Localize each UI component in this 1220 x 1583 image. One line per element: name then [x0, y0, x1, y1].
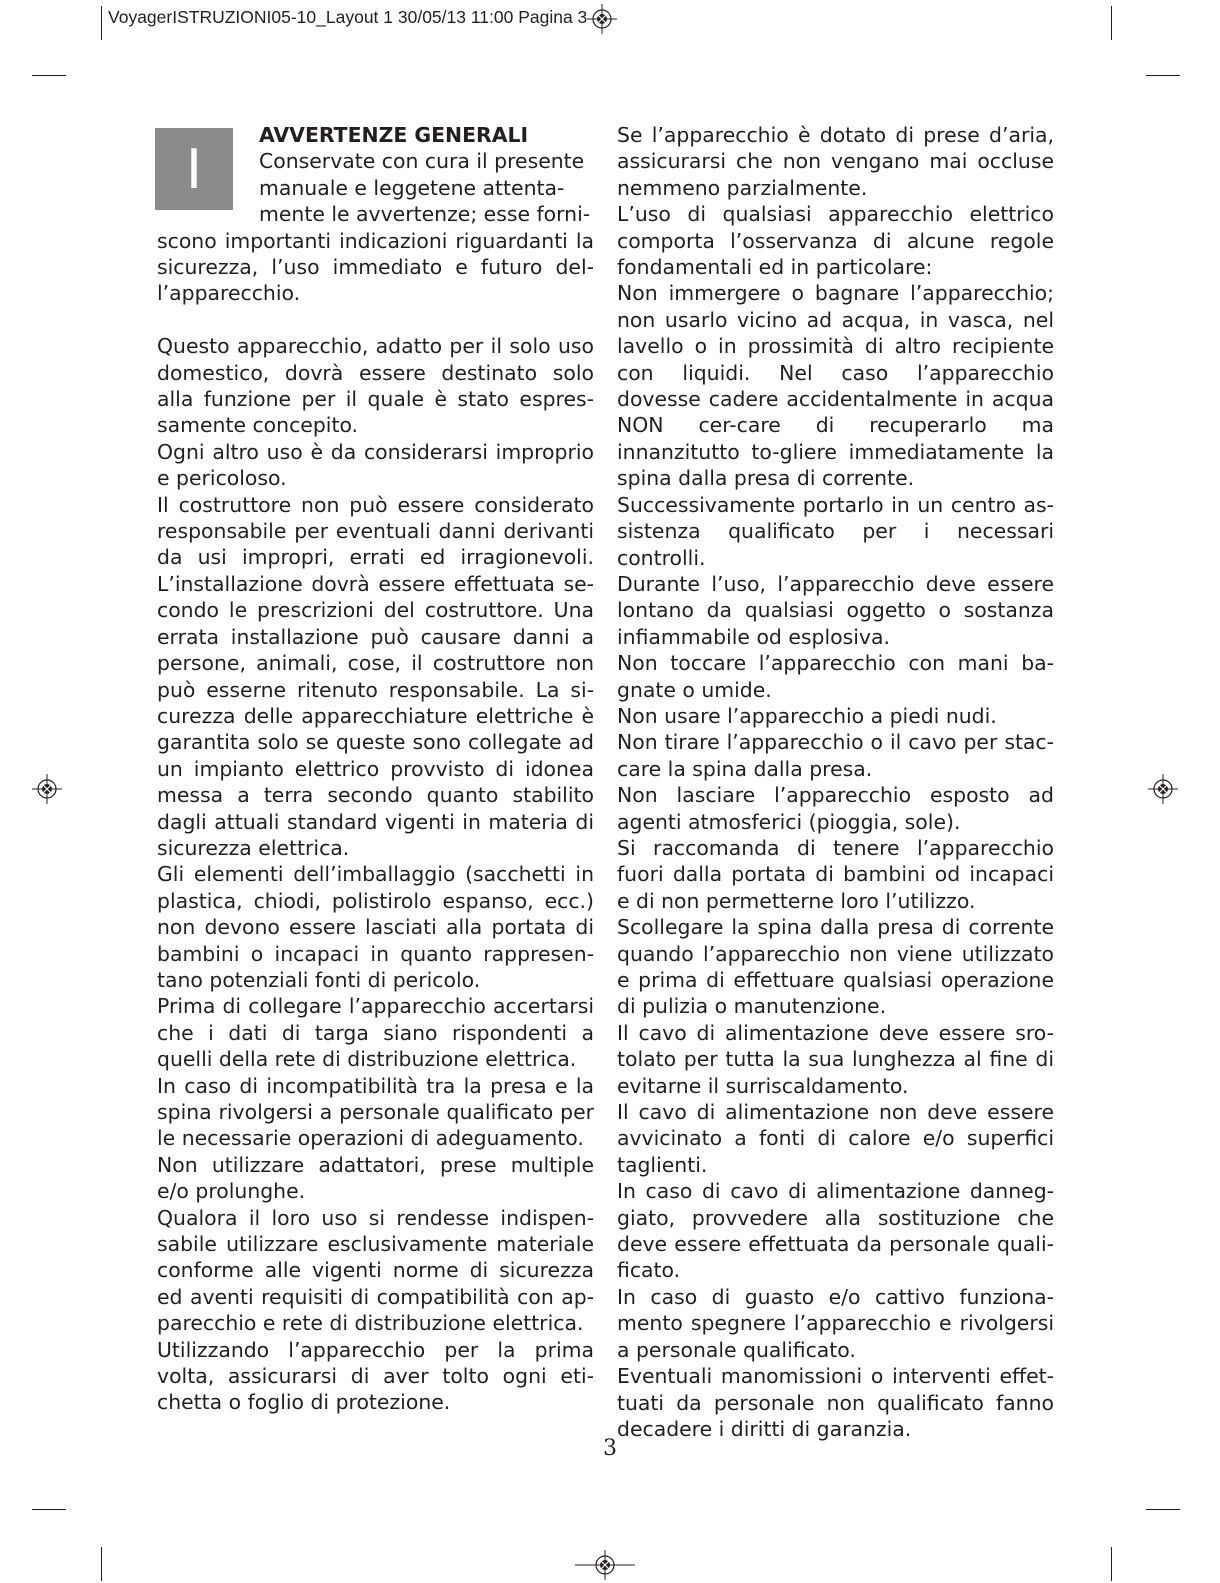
- page-number: 3: [603, 1436, 617, 1461]
- paragraph: Il costruttore non può essere considerato responsabile per eventuali danni derivanti da usi impropri, errati ed irragionevoli. L’installazione dovrà essere effettuata se-condo le prescrizioni del costruttore. Una errata installazione può causare danni a persone, animali, cose, il costruttore non può esserne ritenuto responsabile. La si-curezza delle apparecchiature elettriche è garantita solo se queste sono collegate ad un impianto elettrico provvisto di idonea messa a terra secondo quanto stabilito dagli attuali standard vigenti in materia di sicurezza elettrica.: [157, 492, 594, 860]
- paragraph: In caso di cavo di alimentazione danneg-giato, provvedere alla sostituzione che deve essere effettuata da personale quali-ficato.: [617, 1179, 1054, 1283]
- paragraph: In caso di incompatibilità tra la presa e la spina rivolgersi a personale qualificato per le necessarie operazioni di adeguamento.: [157, 1073, 594, 1151]
- crop-mark: [1146, 75, 1180, 76]
- paragraph-spacer: [157, 307, 594, 333]
- intro-line: mente le avvertenze; esse forni-: [259, 202, 591, 227]
- crop-mark: [101, 1547, 102, 1581]
- right-column: [617, 122, 1054, 1442]
- crop-mark: [101, 6, 102, 40]
- paragraph: Questo apparecchio, adatto per il solo uso domestico, dovrà essere destinato solo alla funzione per il quale è stato espres-samente concepito.: [157, 334, 594, 438]
- paragraph: Eventuali manomissioni o interventi effet-tuati da personale non qualificato fanno decadere i diritti di garanzia.: [617, 1364, 1054, 1441]
- registration-mark-icon: [587, 4, 617, 34]
- intro-line: Conservate con cura il presente: [259, 149, 585, 174]
- paragraph: Il cavo di alimentazione non deve essere avvicinato a fonti di calore e/o superfici taglienti.: [617, 1100, 1054, 1177]
- print-slug: VoyagerISTRUZIONI05-10_Layout 1 30/05/13 11:00 Pagina 3: [108, 7, 588, 27]
- paragraph: Prima di collegare l’apparecchio accertarsi che i dati di targa siano rispondenti a quelli della rete di distribuzione elettrica.: [157, 994, 594, 1072]
- paragraph: Ogni altro uso è da considerarsi improprio e pericoloso.: [157, 439, 594, 491]
- crop-mark: [1111, 1547, 1112, 1581]
- language-tab: I: [155, 128, 233, 210]
- registration-mark-icon: [1148, 774, 1178, 804]
- left-column: [157, 122, 594, 1416]
- paragraph: Non tirare l’apparecchio o il cavo per stac-care la spina dalla presa.: [617, 730, 1054, 781]
- crop-mark: [1146, 1509, 1180, 1510]
- section-heading: AVVERTENZE GENERALI: [259, 123, 529, 147]
- paragraph: Successivamente portarlo in un centro as-sistenza qualificato per i necessari controlli.: [617, 492, 1054, 570]
- paragraph: L’uso di qualsiasi apparecchio elettrico comporta l’osservanza di alcune regole fondamentali ed in particolare:: [617, 202, 1054, 280]
- intro-line: manuale e leggetene attenta-: [259, 175, 565, 200]
- paragraph: Gli elementi dell’imballaggio (sacchetti in plastica, chiodi, polistirolo espanso, ecc.) non devono essere lasciati alla portata di bambini o incapaci in quanto rappresen-tano potenziali fonti di pericolo.: [157, 862, 594, 992]
- paragraph: In caso di guasto e/o cattivo funziona-mento spegnere l’apparecchio e rivolgersi a personale qualificato.: [617, 1284, 1054, 1362]
- paragraph: Scollegare la spina dalla presa di corrente quando l’apparecchio non viene utilizzato e prima di effettuare qualsiasi operazione di pulizia o manutenzione.: [617, 915, 1054, 1019]
- paragraph: Se l’apparecchio è dotato di prese d’aria, assicurarsi che non vengano mai occluse nemmeno parzialmente.: [617, 123, 1054, 200]
- paragraph: Non lasciare l’apparecchio esposto ad agenti atmosferici (pioggia, sole).: [617, 783, 1054, 834]
- paragraph: Non immergere o bagnare l’apparecchio; non usarlo vicino ad acqua, in vasca, nel lavello o in prossimità di altro recipiente con liquidi. Nel caso l’apparecchio dovesse cadere accidentalmente in acqua NON cer-care di recuperarlo ma innanzitutto to-gliere immediatamente la spina dalla presa di corrente.: [617, 281, 1054, 491]
- registration-mark-icon: [575, 1550, 635, 1580]
- paragraph: Non utilizzare adattatori, prese multiple e/o prolunghe.: [157, 1152, 594, 1204]
- paragraph: Il cavo di alimentazione deve essere sro-tolato per tutta la sua lunghezza al fine di evitarne il surriscaldamento.: [617, 1020, 1054, 1098]
- paragraph: Non toccare l’apparecchio con mani ba-gnate o umide.: [617, 651, 1054, 702]
- paragraph: Si raccomanda di tenere l’apparecchio fuori dalla portata di bambini od incapaci e di non permetterne loro l’utilizzo.: [617, 835, 1054, 913]
- crop-mark: [1111, 6, 1112, 40]
- paragraph: Utilizzando l’apparecchio per la prima volta, assicurarsi di aver tolto ogni eti-chetta o foglio di protezione.: [157, 1337, 594, 1415]
- paragraph: Non usare l’apparecchio a piedi nudi.: [617, 703, 997, 728]
- paragraph: Durante l’uso, l’apparecchio deve essere lontano da qualsiasi oggetto o sostanza infiammabile od esplosiva.: [617, 571, 1054, 649]
- crop-mark: [32, 75, 66, 76]
- paragraph: Qualora il loro uso si rendesse indispen-sabile utilizzare esclusivamente materiale conforme alle vigenti norme di sicurezza ed aventi requisiti di compatibilità con ap-parecchio e rete di distribuzione elettrica.: [157, 1205, 594, 1336]
- paragraph: scono importanti indicazioni riguardanti la sicurezza, l’uso immediato e futuro del-l’apparecchio.: [157, 228, 594, 306]
- registration-mark-icon: [32, 774, 62, 804]
- crop-mark: [32, 1509, 66, 1510]
